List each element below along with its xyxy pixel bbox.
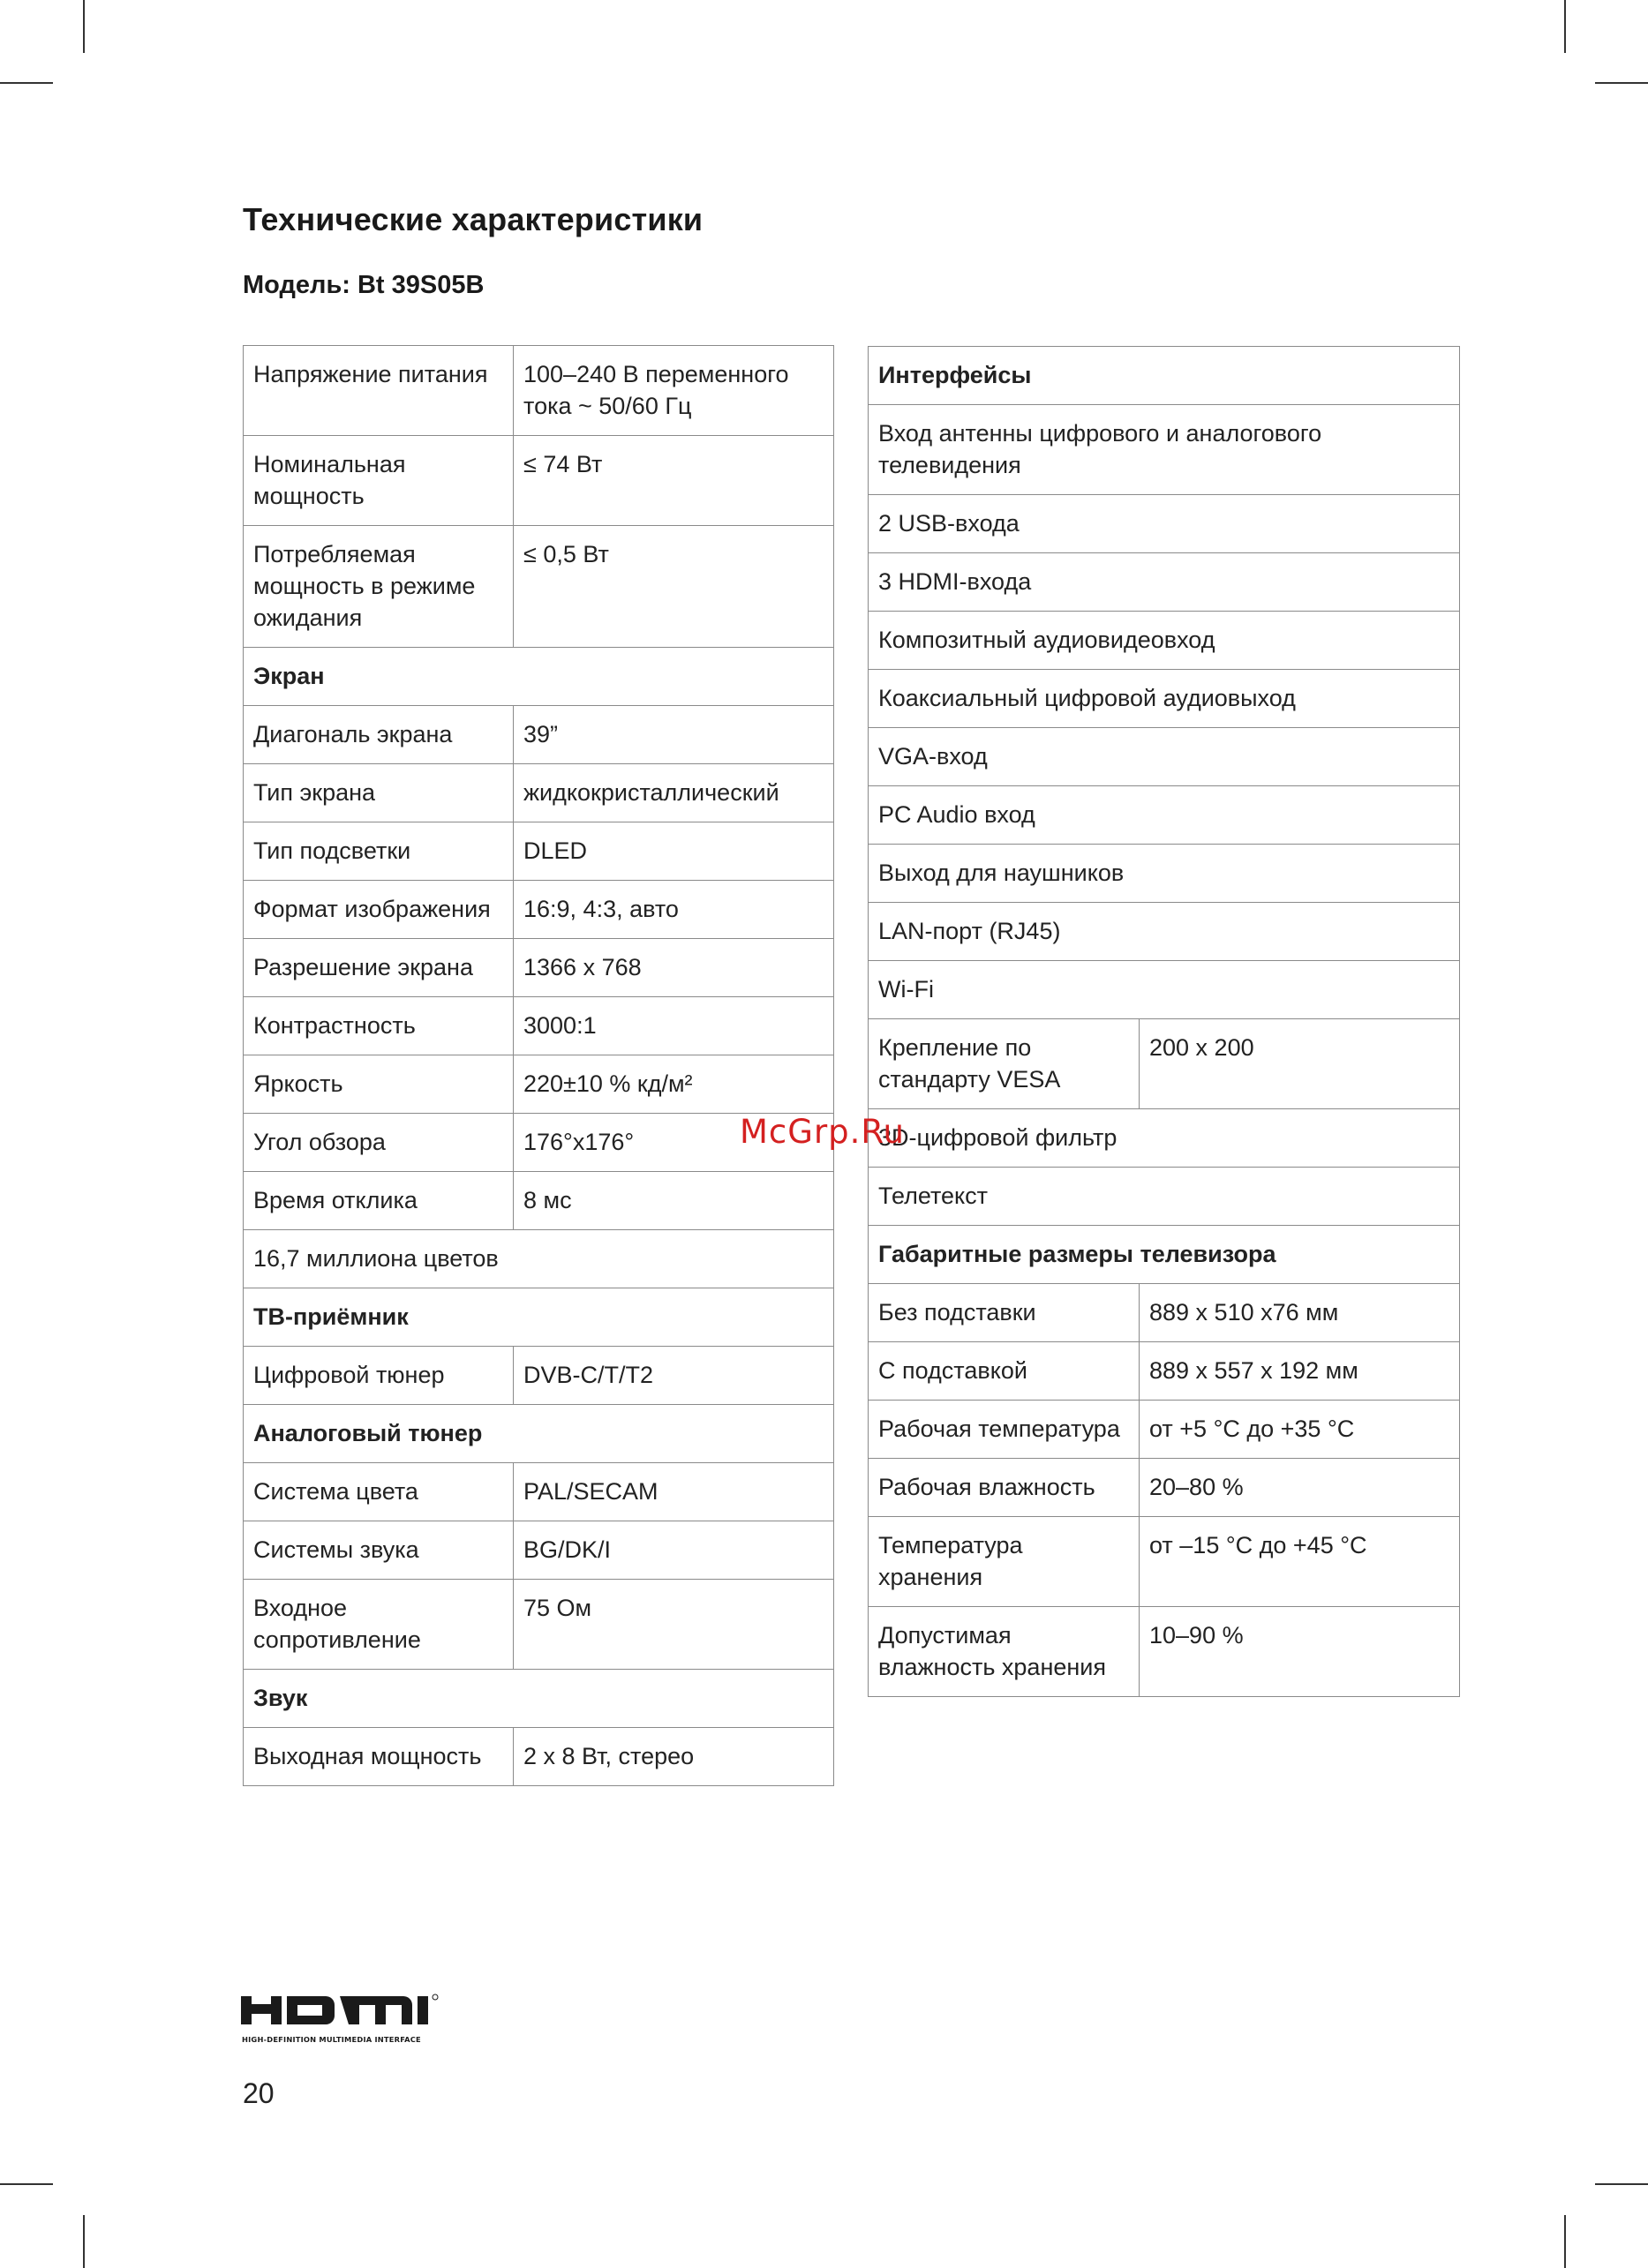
table-row — [869, 1459, 1460, 1517]
spec-item: VGA-вход — [869, 728, 1460, 786]
section-header: Аналоговый тюнер — [244, 1405, 834, 1463]
spec-item: 2 USB-входа — [869, 495, 1460, 553]
spec-label: Крепление по стандарту VESA — [869, 1019, 1140, 1109]
spec-value: жидкокристаллический — [514, 764, 834, 822]
crop-mark — [83, 2215, 85, 2268]
spec-value: 100–240 В переменного тока ~ 50/60 Гц — [514, 346, 834, 436]
crop-mark — [1564, 2215, 1566, 2268]
table-row — [244, 1580, 834, 1670]
spec-value: DLED — [514, 822, 834, 881]
spec-label: Формат изображения — [244, 881, 514, 939]
table-row — [244, 1055, 834, 1114]
table-row — [244, 939, 834, 997]
table-row — [869, 347, 1460, 405]
hdmi-tagline: HIGH-DEFINITION MULTIMEDIA INTERFACE — [242, 2035, 421, 2044]
table-row — [244, 706, 834, 764]
table-row — [244, 1405, 834, 1463]
specs-table-left — [243, 345, 834, 1786]
spec-item: Коаксиальный цифровой аудиовыход — [869, 670, 1460, 728]
spec-label: Разрешение экрана — [244, 939, 514, 997]
spec-item: Вход антенны цифрового и аналогового телевидения — [869, 405, 1460, 495]
spec-label: Выходная мощность — [244, 1728, 514, 1786]
spec-item: 3D-цифровой фильтр — [869, 1109, 1460, 1168]
spec-item: Композитный аудиовидеовход — [869, 612, 1460, 670]
table-row — [869, 553, 1460, 612]
watermark: McGrp.Ru — [740, 1113, 905, 1151]
spec-value: 10–90 % — [1140, 1607, 1460, 1697]
section-header: ТВ-приёмник — [244, 1288, 834, 1347]
table-row — [244, 1521, 834, 1580]
spec-value: BG/DK/I — [514, 1521, 834, 1580]
spec-label: Цифровой тюнер — [244, 1347, 514, 1405]
specs-table-right — [868, 346, 1460, 1697]
spec-value: от +5 °С до +35 °С — [1140, 1401, 1460, 1459]
spec-item: Wi-Fi — [869, 961, 1460, 1019]
table-row — [869, 612, 1460, 670]
section-header: Экран — [244, 648, 834, 706]
section-header: Габаритные размеры телевизора — [869, 1226, 1460, 1284]
table-row — [244, 1288, 834, 1347]
table-row — [869, 1401, 1460, 1459]
table-row — [244, 1670, 834, 1728]
spec-value: 20–80 % — [1140, 1459, 1460, 1517]
table-row — [869, 670, 1460, 728]
crop-mark — [83, 0, 85, 53]
table-row — [244, 997, 834, 1055]
table-row — [869, 786, 1460, 845]
table-row — [869, 1342, 1460, 1401]
spec-value: ≤ 74 Вт — [514, 436, 834, 526]
spec-label: Угол обзора — [244, 1114, 514, 1172]
page-number: 20 — [243, 2077, 275, 2109]
table-row — [869, 728, 1460, 786]
crop-mark — [0, 82, 53, 84]
spec-label: Температура хранения — [869, 1517, 1140, 1607]
crop-mark — [0, 2183, 53, 2185]
table-row — [869, 903, 1460, 961]
crop-mark — [1595, 2183, 1648, 2185]
table-row — [244, 346, 834, 436]
table-row — [869, 1168, 1460, 1226]
spec-value: 8 мс — [514, 1172, 834, 1230]
spec-value: ≤ 0,5 Вт — [514, 526, 834, 648]
spec-label: Системы звука — [244, 1521, 514, 1580]
spec-value: 176°x176° — [514, 1114, 834, 1172]
table-row — [244, 1172, 834, 1230]
spec-label: Без подставки — [869, 1284, 1140, 1342]
spec-value: 2 x 8 Вт, стерео — [514, 1728, 834, 1786]
table-row — [869, 405, 1460, 495]
spec-label: Яркость — [244, 1055, 514, 1114]
spec-label: Рабочая температура — [869, 1401, 1140, 1459]
spec-label: Система цвета — [244, 1463, 514, 1521]
spec-value: 75 Ом — [514, 1580, 834, 1670]
spec-value: 200 x 200 — [1140, 1019, 1460, 1109]
table-row — [869, 845, 1460, 903]
spec-item: Телетекст — [869, 1168, 1460, 1226]
table-row — [244, 648, 834, 706]
spec-item: LAN-порт (RJ45) — [869, 903, 1460, 961]
table-row — [869, 1607, 1460, 1697]
spec-value: 889 x 510 x76 мм — [1140, 1284, 1460, 1342]
table-row — [869, 1109, 1460, 1168]
table-row — [244, 1230, 834, 1288]
hdmi-logo — [241, 1993, 453, 2049]
section-header: Звук — [244, 1670, 834, 1728]
spec-value: PAL/SECAM — [514, 1463, 834, 1521]
model-subtitle: Модель: Bt 39S05B — [243, 271, 485, 299]
spec-item: 16,7 миллиона цветов — [244, 1230, 834, 1288]
section-header: Интерфейсы — [869, 347, 1460, 405]
table-row — [869, 961, 1460, 1019]
table-row — [244, 881, 834, 939]
table-row — [244, 764, 834, 822]
spec-label: Допустимая влажность хранения — [869, 1607, 1140, 1697]
spec-label: Диагональ экрана — [244, 706, 514, 764]
spec-item: PC Audio вход — [869, 786, 1460, 845]
spec-value: 3000:1 — [514, 997, 834, 1055]
spec-label: Входное сопротивление — [244, 1580, 514, 1670]
spec-value: 889 x 557 x 192 мм — [1140, 1342, 1460, 1401]
table-row — [869, 1284, 1460, 1342]
table-row — [244, 822, 834, 881]
table-row — [244, 526, 834, 648]
spec-value: 16:9, 4:3, авто — [514, 881, 834, 939]
table-row — [244, 1347, 834, 1405]
spec-value: от –15 °С до +45 °С — [1140, 1517, 1460, 1607]
spec-label: Тип экрана — [244, 764, 514, 822]
spec-label: Рабочая влажность — [869, 1459, 1140, 1517]
table-row — [869, 1226, 1460, 1284]
table-row — [869, 1517, 1460, 1607]
spec-item: Выход для наушников — [869, 845, 1460, 903]
table-row — [244, 1463, 834, 1521]
spec-label: С подставкой — [869, 1342, 1140, 1401]
spec-item: 3 HDMI-входа — [869, 553, 1460, 612]
spec-value: 1366 x 768 — [514, 939, 834, 997]
crop-mark — [1595, 82, 1648, 84]
spec-label: Напряжение питания — [244, 346, 514, 436]
table-row — [244, 1728, 834, 1786]
table-row — [869, 1019, 1460, 1109]
spec-value: 39” — [514, 706, 834, 764]
page-title: Технические характеристики — [243, 201, 704, 237]
spec-value: DVB-C/T/T2 — [514, 1347, 834, 1405]
crop-mark — [1564, 0, 1566, 53]
spec-label: Потребляемая мощность в режиме ожидания — [244, 526, 514, 648]
table-row — [869, 495, 1460, 553]
table-row — [244, 436, 834, 526]
spec-value: 220±10 % кд/м² — [514, 1055, 834, 1114]
spec-label: Тип подсветки — [244, 822, 514, 881]
spec-label: Номинальная мощность — [244, 436, 514, 526]
spec-label: Контрастность — [244, 997, 514, 1055]
spec-label: Время отклика — [244, 1172, 514, 1230]
